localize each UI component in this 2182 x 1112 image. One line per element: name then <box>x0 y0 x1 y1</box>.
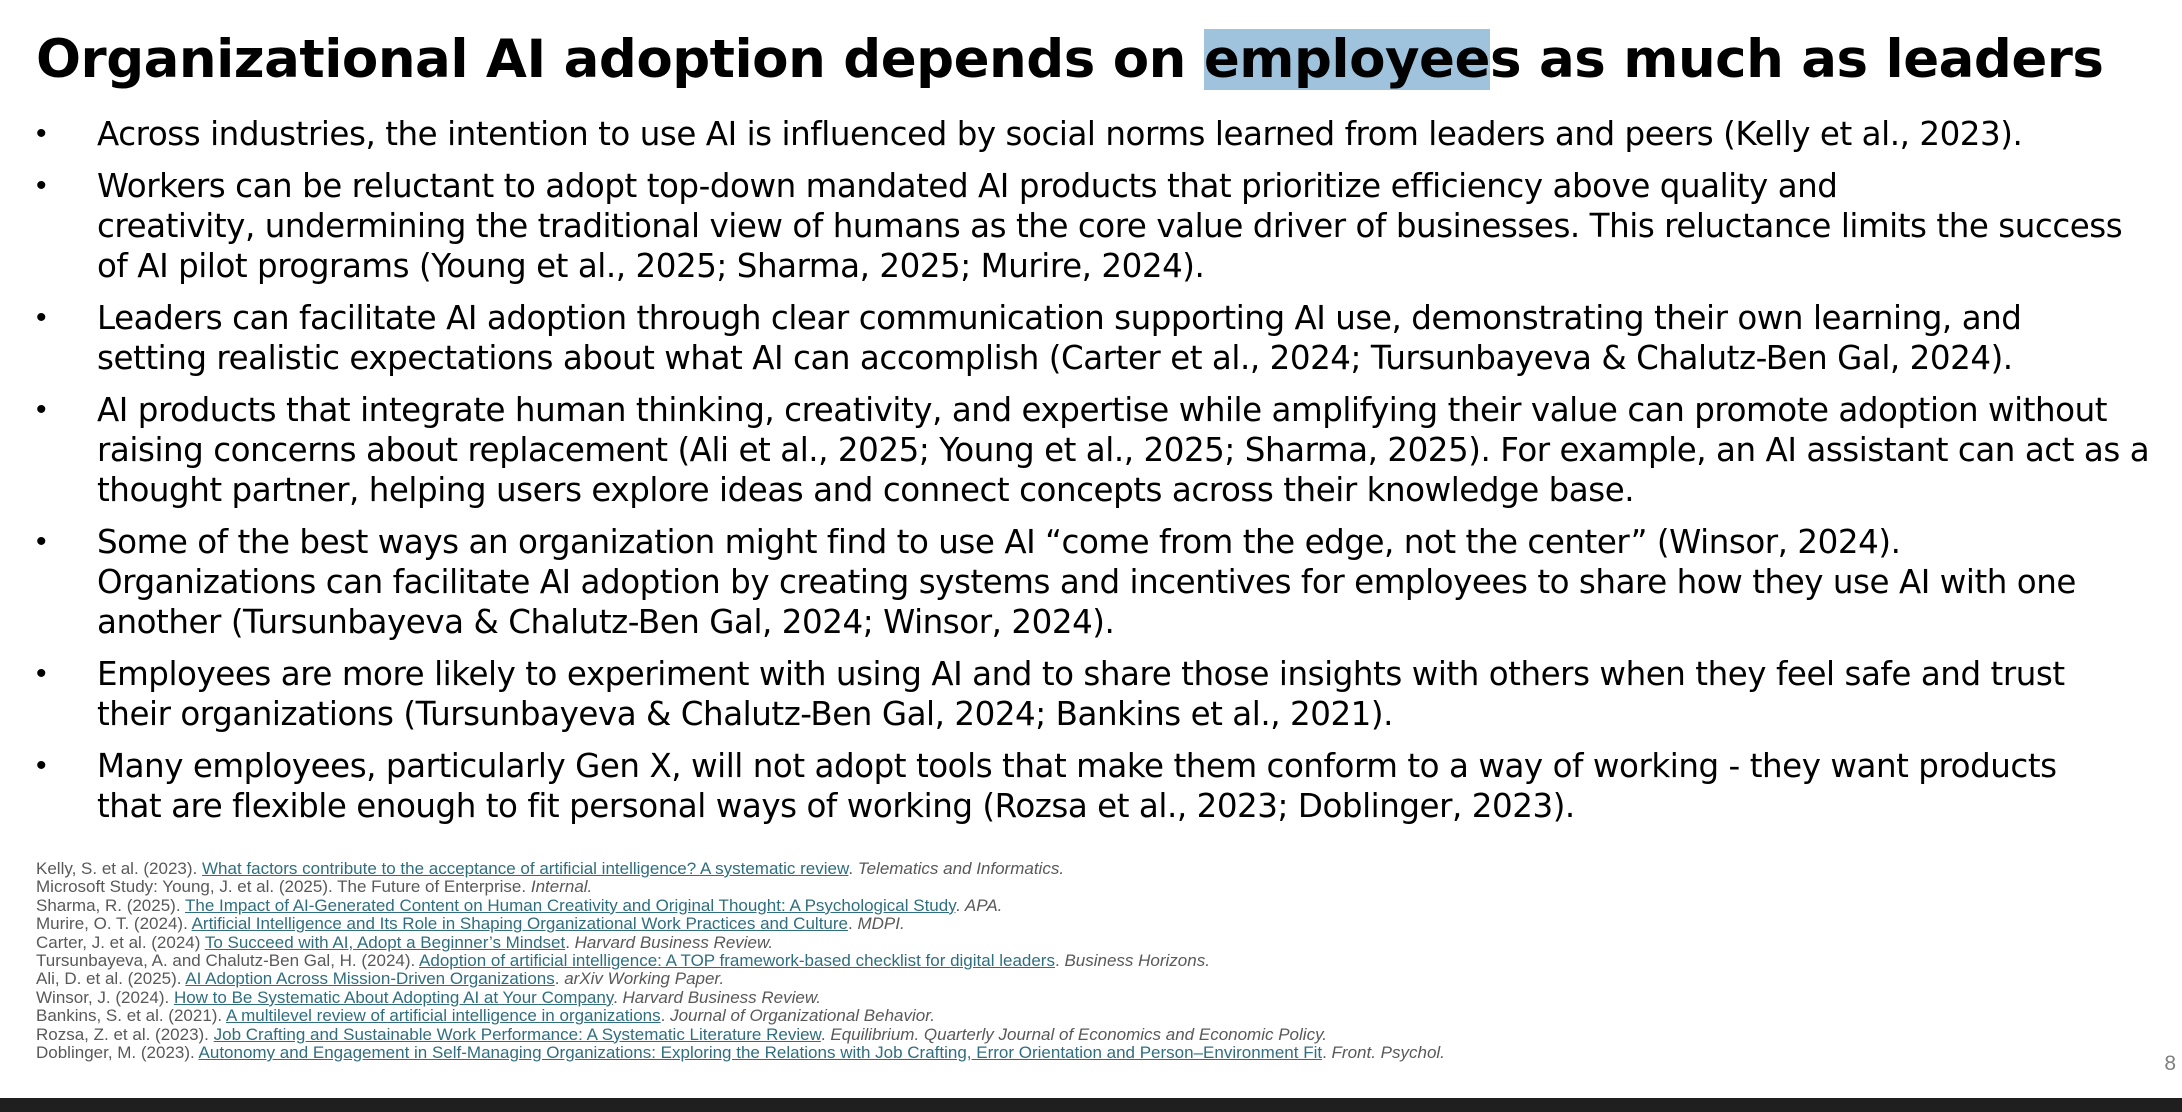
bullet-text-line: thought partner, helping users explore ideas and connect concepts across their knowledge base. <box>97 471 1635 509</box>
bullet-item <box>36 166 2156 286</box>
title-selected-text[interactable]: employee <box>1203 29 1490 90</box>
reference-item: Microsoft Study: Young, J. et al. (2025). The Future of Enterprise. Internal. <box>36 877 593 897</box>
reference-link[interactable]: AI Adoption Across Mission-Driven Organizations <box>185 969 555 989</box>
reference-item: Carter, J. et al. (2024) To Succeed with AI, Adopt a Beginner’s Mindset. Harvard Business Review. <box>36 932 774 952</box>
reference-item: Bankins, S. et al. (2021). A multilevel review of artificial intelligence in organizations. Journal of Organizational Behavior. <box>36 1006 935 1026</box>
bullet-text-line: Many employees, particularly Gen X, will not adopt tools that make them conform to a way of working - they want products <box>97 747 2057 785</box>
bullet-text-line: Leaders can facilitate AI adoption through clear communication supporting AI use, demonstrating their own learning, and <box>97 299 2022 337</box>
bullet-text-line: that are flexible enough to fit personal ways of working (Rozsa et al., 2023; Doblinger, 2023). <box>97 787 1575 825</box>
title-text-before: Organizational AI adoption depends on <box>36 29 1204 90</box>
slide-title <box>36 24 2103 96</box>
reference-link[interactable]: What factors contribute to the acceptance of artificial intelligence? A systematic review <box>201 859 849 878</box>
bottom-bar <box>0 1098 2182 1112</box>
bullet-text-line: setting realistic expectations about what AI can accomplish (Carter et al., 2024; Tursunbayeva & Chalutz-Ben Gal, 2024). <box>97 339 2013 377</box>
bullet-marker: • <box>36 749 47 782</box>
bullet-text-line: creativity, undermining the traditional view of humans as the core value driver of businesses. This reluctance limits the success <box>97 207 2123 245</box>
bullet-text-line: Workers can be reluctant to adopt top-down mandated AI products that prioritize efficiency above quality and <box>97 167 1838 205</box>
reference-item: Kelly, S. et al. (2023). What factors contribute to the acceptance of artificial intelligence? A systematic review. Telematics and Informatics. <box>36 859 1065 878</box>
bullet-item <box>36 746 2156 826</box>
bullet-item <box>36 522 2156 642</box>
bullet-list <box>36 114 2156 838</box>
reference-link[interactable]: How to Be Systematic About Adopting AI at Your Company <box>173 987 614 1007</box>
reference-item: Sharma, R. (2025). The Impact of AI-Generated Content on Human Creativity and Original Thought: A Psychological Study. APA. <box>36 895 1003 915</box>
bullet-text-line: another (Tursunbayeva & Chalutz-Ben Gal, 2024; Winsor, 2024). <box>97 603 1115 641</box>
bullet-item <box>36 390 2156 510</box>
reference-item: Doblinger, M. (2023). Autonomy and Engagement in Self-Managing Organizations: Exploring the Relations with Job Crafting, Error Orientation and Person–Environment Fit. Front. Psychol. <box>36 1043 1445 1063</box>
reference-link[interactable]: A multilevel review of artificial intelligence in organizations <box>225 1006 661 1026</box>
bullet-text-line: Across industries, the intention to use AI is influenced by social norms learned from leaders and peers (Kelly et al., 2023). <box>97 115 2023 153</box>
bullet-marker: • <box>36 169 47 202</box>
bullet-text-line: of AI pilot programs (Young et al., 2025; Sharma, 2025; Murire, 2024). <box>97 247 1205 285</box>
bullet-text-line: Some of the best ways an organization might find to use AI “come from the edge, not the center” (Winsor, 2024). <box>97 523 1901 561</box>
title-text-after: s as much as leaders <box>1489 29 2104 90</box>
bullet-text-line: Employees are more likely to experiment with using AI and to share those insights with others when they feel safe and trust <box>97 655 2065 693</box>
reference-link[interactable]: Job Crafting and Sustainable Work Performance: A Systematic Literature Review <box>213 1024 821 1044</box>
reference-item: Winsor, J. (2024). How to Be Systematic About Adopting AI at Your Company. Harvard Business Review. <box>36 987 821 1007</box>
bullet-text-line: raising concerns about replacement (Ali et al., 2025; Young et al., 2025; Sharma, 2025). For example, an AI assistant can act as a <box>97 431 2150 469</box>
page-number: 8 <box>2164 1052 2176 1075</box>
reference-link[interactable]: To Succeed with AI, Adopt a Beginner’s Mindset <box>204 932 566 952</box>
bullet-item <box>36 654 2156 734</box>
bullet-item <box>36 114 2156 154</box>
bullet-marker: • <box>36 525 47 558</box>
reference-item: Rozsa, Z. et al. (2023). Job Crafting and Sustainable Work Performance: A Systematic Literature Review. Equilibrium. Quarterly Journal of Economics and Economic Policy. <box>36 1024 1328 1044</box>
reference-link[interactable]: Adoption of artificial intelligence: A TOP framework-based checklist for digital leaders <box>419 951 1055 971</box>
bullet-marker: • <box>36 117 47 150</box>
bullet-marker: • <box>36 301 47 334</box>
bullet-text-line: AI products that integrate human thinking, creativity, and expertise while amplifying their value can promote adoption without <box>97 391 2108 429</box>
reference-item: Ali, D. et al. (2025). AI Adoption Across Mission-Driven Organizations. arXiv Working Paper. <box>36 969 725 989</box>
reference-item: Murire, O. T. (2024). Artificial Intelligence and Its Role in Shaping Organizational Work Practices and Culture. MDPI. <box>36 914 905 934</box>
bullet-marker: • <box>36 393 47 426</box>
bullet-marker: • <box>36 657 47 690</box>
reference-link[interactable]: The Impact of AI-Generated Content on Human Creativity and Original Thought: A Psychological Study <box>184 895 956 915</box>
bullet-text-line: their organizations (Tursunbayeva & Chalutz-Ben Gal, 2024; Bankins et al., 2021). <box>97 695 1394 733</box>
bullet-text-line: Organizations can facilitate AI adoption by creating systems and incentives for employees to share how they use AI with one <box>97 563 2076 601</box>
references <box>36 860 1445 1062</box>
reference-link[interactable]: Artificial Intelligence and Its Role in Shaping Organizational Work Practices and Culture <box>191 914 848 934</box>
reference-link[interactable]: Autonomy and Engagement in Self-Managing Organizations: Exploring the Relations with Job Crafting, Error Orientation and Person–Environment Fit <box>198 1043 1323 1063</box>
reference-item: Tursunbayeva, A. and Chalutz-Ben Gal, H. (2024). Adoption of artificial intelligence: A TOP framework-based checklist for digital leaders. Business Horizons. <box>36 951 1210 971</box>
bullet-item <box>36 298 2156 378</box>
